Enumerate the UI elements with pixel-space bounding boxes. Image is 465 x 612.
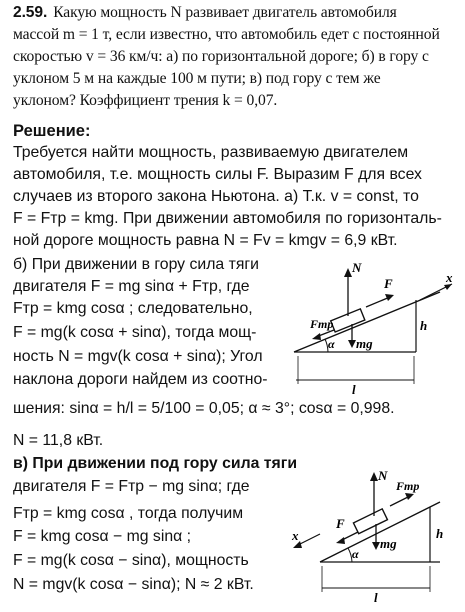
part-b-line-6: наклона дороги найдем из соотно- [13, 371, 268, 388]
label-n-2: N [378, 468, 388, 483]
label-f: F [384, 276, 393, 291]
solution-line-4: F = Fтр = kmg. При движении автомобиля по горизонталь- [13, 210, 442, 227]
part-b-line-4: F = mg(k cosα + sinα), тогда мощ- [13, 324, 257, 341]
label-l-2: l [374, 590, 378, 605]
part-c-line-5: F = mg(k cosα − sinα), мощность [13, 552, 249, 569]
problem-line-1: 2.59. Какую мощность N развивает двигатель автомобиля [13, 4, 397, 21]
part-c-line-3: Fтр = kmg cosα , тогда получим [13, 505, 244, 522]
uphill-diagram [290, 252, 460, 402]
label-ftr-2: Fтр [396, 479, 420, 493]
label-mg-2: mg [380, 536, 397, 551]
part-b-line-5: ность N = mgv(k cosα + sinα); Угол [13, 348, 263, 365]
part-b-result: N = 11,8 кВт. [13, 432, 104, 449]
label-l: l [352, 382, 356, 397]
solution-line-3: случаев из второго закона Ньютона. а) Т.к. v = const, то [13, 188, 419, 205]
part-b-line-1: б) При движении в гору сила тяги [13, 256, 259, 273]
problem-line-4: уклоном 5 м на каждые 100 м пути; в) под гору с тем же [13, 70, 381, 87]
label-ftr: Fтр [310, 317, 334, 331]
downhill-diagram [290, 462, 460, 608]
part-c-line-1: в) При движении под гору сила тяги [13, 455, 298, 472]
solution-line-2: автомобиля, т.е. мощность силы F. Выразим F для всех [13, 166, 422, 183]
solution-heading: Решение: [13, 122, 91, 140]
solution-line-5: ной дороге мощность равна N = Fv = kmgv = 6,9 кВт. [13, 232, 398, 249]
label-h: h [420, 318, 428, 333]
label-f-2: F [336, 516, 345, 531]
problem-line-5: уклоном? Коэффициент трения k = 0,07. [13, 92, 278, 109]
part-b-line-7: шения: sinα = h/l = 5/100 = 0,05; α ≈ 3°; cosα = 0,998. [13, 400, 395, 417]
label-n: N [352, 260, 362, 275]
label-h-2: h [436, 526, 444, 541]
label-mg: mg [356, 336, 373, 351]
part-c-line-2: двигателя F = Fтр − mg sinα; где [13, 478, 250, 495]
label-alpha-2: α [352, 547, 359, 561]
problem-line-3: скоростью v = 36 км/ч: а) по горизонтальной дороге; б) в гору с [13, 48, 429, 65]
label-alpha: α [328, 337, 335, 351]
problem-line-2: массой m = 1 т, если известно, что автомобиль едет с постоянной [13, 26, 440, 43]
part-c-line-6: N = mgv(k cosα − sinα); N ≈ 2 кВт. [13, 576, 254, 593]
problem-number: 2.59. [13, 4, 48, 21]
solution-line-1: Требуется найти мощность, развиваемую двигателем [13, 144, 409, 161]
part-b-line-2: двигателя F = mg sinα + Fтр, где [13, 278, 250, 295]
part-c-line-4: F = kmg cosα − mg sinα ; [13, 528, 192, 545]
part-b-line-3: Fтр = kmg cosα ; следовательно, [13, 300, 253, 317]
label-x-2: x [292, 528, 299, 543]
label-x: x [446, 270, 453, 285]
